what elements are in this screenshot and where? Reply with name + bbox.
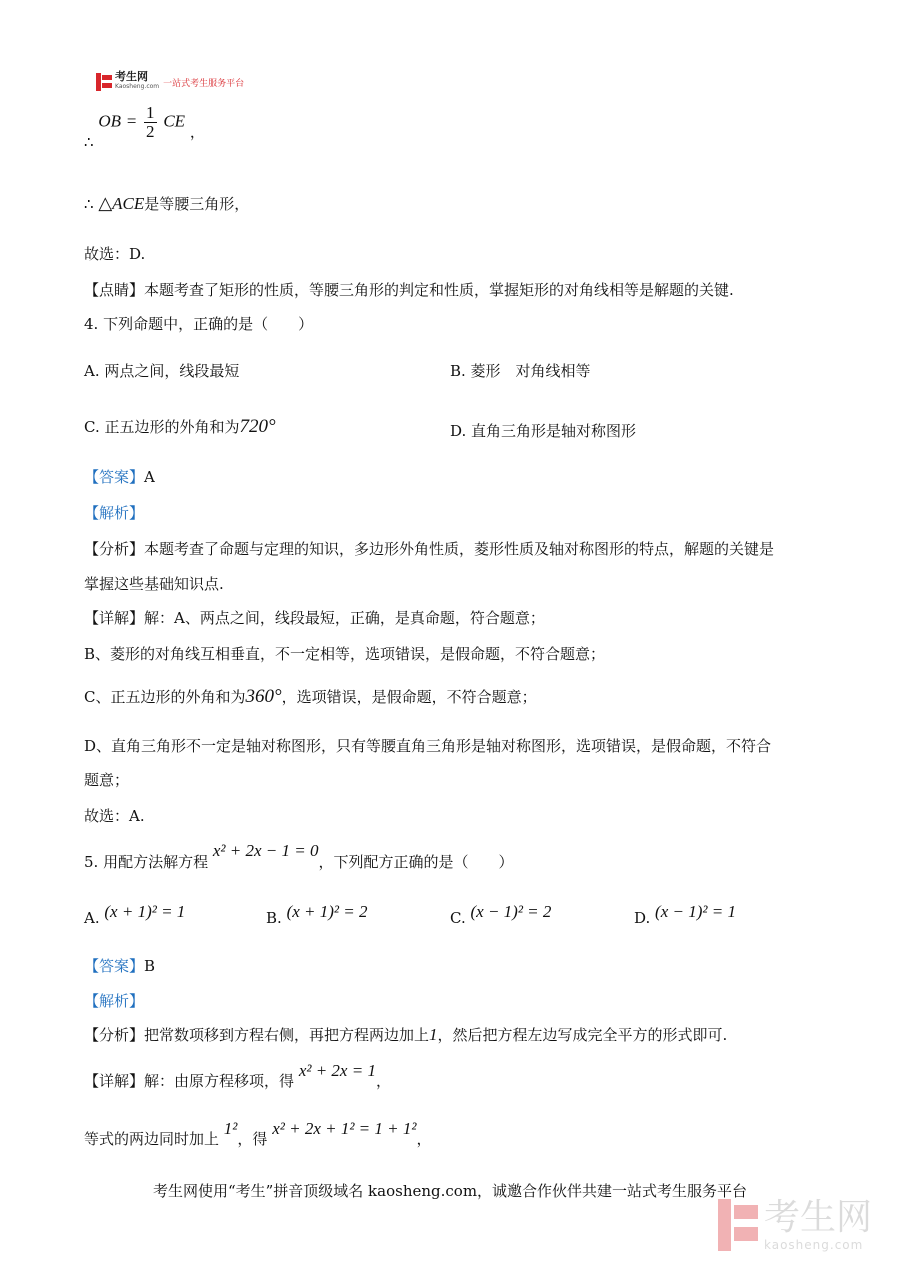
q5-option-b xyxy=(266,902,368,927)
q5-detail-1 xyxy=(84,1061,391,1090)
answer-tag: 【答案】 xyxy=(84,468,145,486)
detail1-pre: 解：由原方程移项，得 xyxy=(144,1072,295,1090)
answer-tag: 【答案】 xyxy=(84,957,145,975)
detail-c-pre: C、正五边形的外角和为 xyxy=(84,688,246,706)
ob-rhs: CE xyxy=(163,111,186,131)
q4-option-c-text: C. 正五边形的外角和为 xyxy=(84,418,240,436)
kaosheng-logo-icon xyxy=(96,73,112,91)
detail-tag: 【详解】 xyxy=(84,609,145,627)
q4-choose: 故选：A. xyxy=(84,807,145,825)
q4-detail-a xyxy=(84,607,545,628)
q4-option-c xyxy=(84,416,276,438)
prev-choose: 故选：D. xyxy=(84,245,146,263)
q5-option-b-label: B. xyxy=(266,909,282,927)
ob-fraction xyxy=(144,104,157,141)
q4-jiexi-tag: 【解析】 xyxy=(84,504,145,522)
q5-option-d-expr: (x − 1)² = 1 xyxy=(655,902,736,921)
logo-slogan: 一站式考生服务平台 xyxy=(163,78,245,89)
q4-fenxi-line2: 掌握这些基础知识点. xyxy=(84,575,224,593)
fenxi-text: 本题考查了命题与定理的知识，多边形外角性质，菱形性质及轴对称图形的特点，解题的关键是 xyxy=(144,540,775,558)
q5-option-a-expr: (x + 1)² = 1 xyxy=(104,902,186,921)
detail2-pre: 等式的两边同时加上 xyxy=(84,1130,220,1148)
detail-tag: 【详解】 xyxy=(84,1072,145,1090)
q4-detail-d2: 题意； xyxy=(84,771,130,789)
logo-domain: Kaosheng.com xyxy=(115,83,160,90)
detail-c-value: 360° xyxy=(245,686,282,707)
q5-question xyxy=(84,841,514,871)
therefore-symbol: ∴ xyxy=(84,195,94,213)
ace-statement xyxy=(84,193,249,214)
q5-question-pre: 5. 用配方法解方程 xyxy=(84,853,209,871)
q4-option-d: D. 直角三角形是轴对称图形 xyxy=(450,422,637,440)
ob-eq: = xyxy=(125,111,138,131)
q5-option-d-label: D. xyxy=(634,909,651,927)
q5-option-a xyxy=(84,902,186,927)
ace-name: ACE xyxy=(112,194,145,213)
point-tag: 【点睛】 xyxy=(84,281,145,299)
q5-equation: x² + 2x − 1 = 0 xyxy=(212,841,319,860)
q4-fenxi-line1 xyxy=(84,538,774,559)
detail1-post: ， xyxy=(375,1072,391,1090)
ob-fraction-den: 2 xyxy=(146,122,155,141)
q4-detail-b: B、菱形的对角线互相垂直，不一定相等，选项错误，是假命题，不符合题意； xyxy=(84,645,606,663)
q4-option-c-value: 720° xyxy=(239,416,276,437)
q5-option-b-expr: (x + 1)² = 2 xyxy=(286,902,368,921)
q5-answer xyxy=(84,955,155,976)
ob-comma: ， xyxy=(189,122,205,141)
q5-option-a-label: A. xyxy=(84,909,100,927)
answer-value: B xyxy=(144,957,156,975)
point-text: 本题考查了矩形的性质，等腰三角形的判定和性质，掌握矩形的对角线相等是解题的关键. xyxy=(144,281,734,299)
triangle-symbol: △ xyxy=(98,193,113,213)
q5-option-d xyxy=(634,902,736,927)
q4-answer xyxy=(84,466,155,487)
watermark xyxy=(718,1198,872,1252)
watermark-domain: kaosheng.com xyxy=(764,1238,864,1252)
header-logo xyxy=(96,72,244,92)
q5-question-post: ，下列配方正确的是（ ） xyxy=(318,853,514,871)
detail-c-post: ，选项错误，是假命题，不符合题意； xyxy=(281,688,537,706)
q5-fenxi xyxy=(84,1024,727,1045)
fenxi-tag: 【分析】 xyxy=(84,1026,145,1044)
q5-option-c xyxy=(450,902,552,927)
page-footer: 考生网使用“考生”拼音顶级域名 kaosheng.com，诚邀合作伙伴共建一站式考生服务平台 xyxy=(152,1182,748,1200)
detail2-mid: ，得 xyxy=(237,1130,268,1148)
fenxi-num: 1 xyxy=(429,1025,438,1044)
detail2-equation: x² + 2x + 1² = 1 + 1² xyxy=(272,1119,417,1138)
therefore-symbol: ∴ xyxy=(84,132,94,151)
detail-a-text: 解：A、两点之间，线段最短，正确，是真命题，符合题意； xyxy=(144,609,545,627)
ob-fraction-num: 1 xyxy=(146,103,155,122)
watermark-name: 考生网 xyxy=(764,1197,873,1238)
fenxi-tag: 【分析】 xyxy=(84,540,145,558)
q4-question: 4. 下列命题中，正确的是（ ） xyxy=(84,315,314,333)
logo-name: 考生网 xyxy=(115,70,148,83)
fenxi-post: ，然后把方程左边写成完全平方的形式即可. xyxy=(437,1026,728,1044)
q5-option-c-label: C. xyxy=(450,909,466,927)
q4-detail-d1: D、直角三角形不一定是轴对称图形，只有等腰直角三角形是轴对称图形，选项错误，是假命题，不符合 xyxy=(84,737,772,755)
watermark-logo-icon xyxy=(718,1199,758,1251)
detail2-post: ， xyxy=(416,1130,432,1148)
detail1-equation: x² + 2x = 1 xyxy=(298,1061,376,1080)
answer-value: A xyxy=(144,468,155,486)
q5-jiexi-tag: 【解析】 xyxy=(84,992,145,1010)
detail2-value: 1² xyxy=(223,1119,238,1138)
fenxi-pre: 把常数项移到方程右侧，再把方程两边加上 xyxy=(144,1026,430,1044)
ob-equation xyxy=(84,103,205,151)
ace-text: 是等腰三角形， xyxy=(144,195,250,213)
q4-option-b: B. 菱形 对角线相等 xyxy=(450,362,591,380)
prev-point xyxy=(84,279,734,300)
ob-lhs: OB xyxy=(98,111,121,131)
q4-detail-c xyxy=(84,686,537,708)
q4-option-a: A. 两点之间，线段最短 xyxy=(84,362,240,380)
q5-option-c-expr: (x − 1)² = 2 xyxy=(470,902,552,921)
q5-detail-2 xyxy=(84,1118,432,1148)
